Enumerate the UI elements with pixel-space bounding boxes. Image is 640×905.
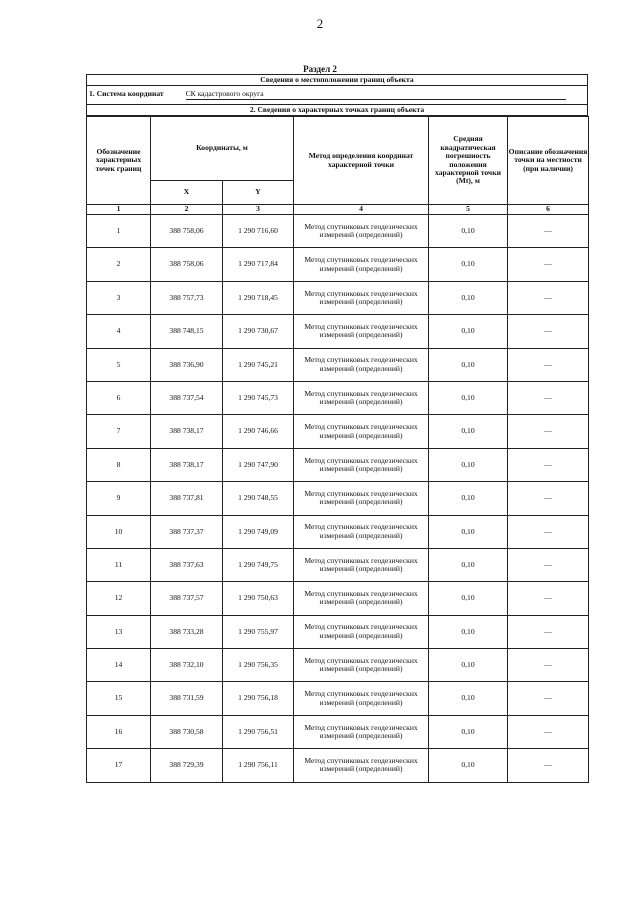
point-y: 1 290 717,84 [223, 248, 294, 281]
point-y: 1 290 749,75 [223, 548, 294, 581]
point-x: 388 758,06 [151, 248, 223, 281]
point-description: — [508, 715, 589, 748]
block2-title: 2. Сведения о характерных точках границ объекта [87, 105, 588, 116]
point-id: 9 [87, 482, 151, 515]
point-x: 388 737,37 [151, 515, 223, 548]
point-method: Метод спутниковых геодезических измерений (определений) [294, 649, 429, 682]
point-y: 1 290 756,18 [223, 682, 294, 715]
table-row [87, 348, 589, 381]
point-description: — [508, 348, 589, 381]
point-description: — [508, 415, 589, 448]
table-row [87, 482, 589, 515]
point-id: 5 [87, 348, 151, 381]
point-method: Метод спутниковых геодезических измерений (определений) [294, 415, 429, 448]
point-error: 0,10 [429, 749, 508, 782]
point-y: 1 290 718,45 [223, 281, 294, 314]
point-method: Метод спутниковых геодезических измерений (определений) [294, 715, 429, 748]
point-description: — [508, 381, 589, 414]
document-body [86, 74, 588, 783]
point-id: 8 [87, 448, 151, 481]
points-table [86, 116, 589, 783]
point-method: Метод спутниковых геодезических измерений (определений) [294, 448, 429, 481]
point-x: 388 748,15 [151, 315, 223, 348]
point-x: 388 733,28 [151, 615, 223, 648]
column-number: 3 [223, 205, 294, 215]
point-error: 0,10 [429, 582, 508, 615]
table-row [87, 448, 589, 481]
point-id: 7 [87, 415, 151, 448]
header-coordinates: Координаты, м [151, 117, 294, 181]
section-title: Раздел 2 [303, 64, 337, 74]
column-number: 2 [151, 205, 223, 215]
point-error: 0,10 [429, 315, 508, 348]
point-x: 388 737,63 [151, 548, 223, 581]
point-error: 0,10 [429, 415, 508, 448]
table-row [87, 281, 589, 314]
point-error: 0,10 [429, 548, 508, 581]
point-description: — [508, 749, 589, 782]
point-x: 388 729,39 [151, 749, 223, 782]
point-id: 3 [87, 281, 151, 314]
point-y: 1 290 745,21 [223, 348, 294, 381]
column-number: 5 [429, 205, 508, 215]
header-y: Y [223, 181, 294, 205]
point-y: 1 290 716,60 [223, 215, 294, 248]
header-method: Метод определения координат характерной точки [294, 117, 429, 205]
point-id: 14 [87, 649, 151, 682]
point-id: 4 [87, 315, 151, 348]
point-error: 0,10 [429, 248, 508, 281]
point-description: — [508, 482, 589, 515]
point-description: — [508, 281, 589, 314]
point-error: 0,10 [429, 348, 508, 381]
point-y: 1 290 746,66 [223, 415, 294, 448]
point-x: 388 757,73 [151, 281, 223, 314]
point-error: 0,10 [429, 649, 508, 682]
point-y: 1 290 756,35 [223, 649, 294, 682]
point-error: 0,10 [429, 215, 508, 248]
point-method: Метод спутниковых геодезических измерений (определений) [294, 749, 429, 782]
point-y: 1 290 750,63 [223, 582, 294, 615]
point-description: — [508, 515, 589, 548]
point-x: 388 737,54 [151, 381, 223, 414]
coord-system-row [87, 86, 588, 105]
point-method: Метод спутниковых геодезических измерений (определений) [294, 315, 429, 348]
table-row [87, 649, 589, 682]
point-method: Метод спутниковых геодезических измерений (определений) [294, 248, 429, 281]
point-y: 1 290 747,90 [223, 448, 294, 481]
table-row [87, 615, 589, 648]
point-x: 388 737,81 [151, 482, 223, 515]
table-row [87, 215, 589, 248]
point-method: Метод спутниковых геодезических измерений (определений) [294, 582, 429, 615]
point-method: Метод спутниковых геодезических измерений (определений) [294, 348, 429, 381]
point-description: — [508, 582, 589, 615]
point-id: 13 [87, 615, 151, 648]
point-y: 1 290 755,97 [223, 615, 294, 648]
point-method: Метод спутниковых геодезических измерений (определений) [294, 682, 429, 715]
point-error: 0,10 [429, 482, 508, 515]
point-method: Метод спутниковых геодезических измерений (определений) [294, 215, 429, 248]
point-x: 388 738,17 [151, 415, 223, 448]
point-method: Метод спутниковых геодезических измерений (определений) [294, 381, 429, 414]
point-description: — [508, 615, 589, 648]
coord-system-label: 1. Система координат [89, 89, 164, 99]
location-table [86, 74, 588, 116]
point-method: Метод спутниковых геодезических измерений (определений) [294, 482, 429, 515]
point-y: 1 290 730,67 [223, 315, 294, 348]
table-row [87, 715, 589, 748]
point-method: Метод спутниковых геодезических измерений (определений) [294, 615, 429, 648]
block1-title: Сведения о местоположении границ объекта [87, 75, 588, 86]
point-description: — [508, 248, 589, 281]
table-row [87, 248, 589, 281]
point-x: 388 732,10 [151, 649, 223, 682]
point-x: 388 736,90 [151, 348, 223, 381]
page-number: 2 [316, 16, 324, 31]
point-description: — [508, 215, 589, 248]
point-id: 15 [87, 682, 151, 715]
point-id: 17 [87, 749, 151, 782]
table-row [87, 315, 589, 348]
point-method: Метод спутниковых геодезических измерений (определений) [294, 515, 429, 548]
point-y: 1 290 749,09 [223, 515, 294, 548]
point-x: 388 730,58 [151, 715, 223, 748]
coord-system-value: СК кадастрового округа [186, 90, 566, 99]
point-method: Метод спутниковых геодезических измерений (определений) [294, 548, 429, 581]
point-description: — [508, 448, 589, 481]
header-designation: Обозначение характерных точек границ [87, 117, 151, 205]
point-error: 0,10 [429, 715, 508, 748]
point-id: 6 [87, 381, 151, 414]
point-error: 0,10 [429, 515, 508, 548]
point-method: Метод спутниковых геодезических измерений (определений) [294, 281, 429, 314]
table-row [87, 749, 589, 782]
point-error: 0,10 [429, 615, 508, 648]
header-description: Описание обозначения точки на местности (при наличии) [508, 117, 589, 205]
point-x: 388 731,59 [151, 682, 223, 715]
point-y: 1 290 756,11 [223, 749, 294, 782]
point-x: 388 737,57 [151, 582, 223, 615]
point-error: 0,10 [429, 381, 508, 414]
table-row [87, 548, 589, 581]
point-error: 0,10 [429, 281, 508, 314]
point-description: — [508, 682, 589, 715]
point-y: 1 290 748,55 [223, 482, 294, 515]
point-description: — [508, 548, 589, 581]
point-id: 16 [87, 715, 151, 748]
point-id: 2 [87, 248, 151, 281]
table-row [87, 415, 589, 448]
point-x: 388 738,17 [151, 448, 223, 481]
point-id: 12 [87, 582, 151, 615]
table-row [87, 682, 589, 715]
table-row [87, 582, 589, 615]
table-row [87, 515, 589, 548]
point-id: 10 [87, 515, 151, 548]
point-id: 1 [87, 215, 151, 248]
point-error: 0,10 [429, 682, 508, 715]
point-y: 1 290 756,51 [223, 715, 294, 748]
point-x: 388 758,06 [151, 215, 223, 248]
point-description: — [508, 649, 589, 682]
table-row [87, 381, 589, 414]
header-error: Средняя квадратическая погрешность положения характерной точки (Mt), м [429, 117, 508, 205]
column-number: 4 [294, 205, 429, 215]
header-x: X [151, 181, 223, 205]
point-y: 1 290 745,73 [223, 381, 294, 414]
point-id: 11 [87, 548, 151, 581]
column-number: 1 [87, 205, 151, 215]
point-description: — [508, 315, 589, 348]
column-number: 6 [508, 205, 589, 215]
point-error: 0,10 [429, 448, 508, 481]
